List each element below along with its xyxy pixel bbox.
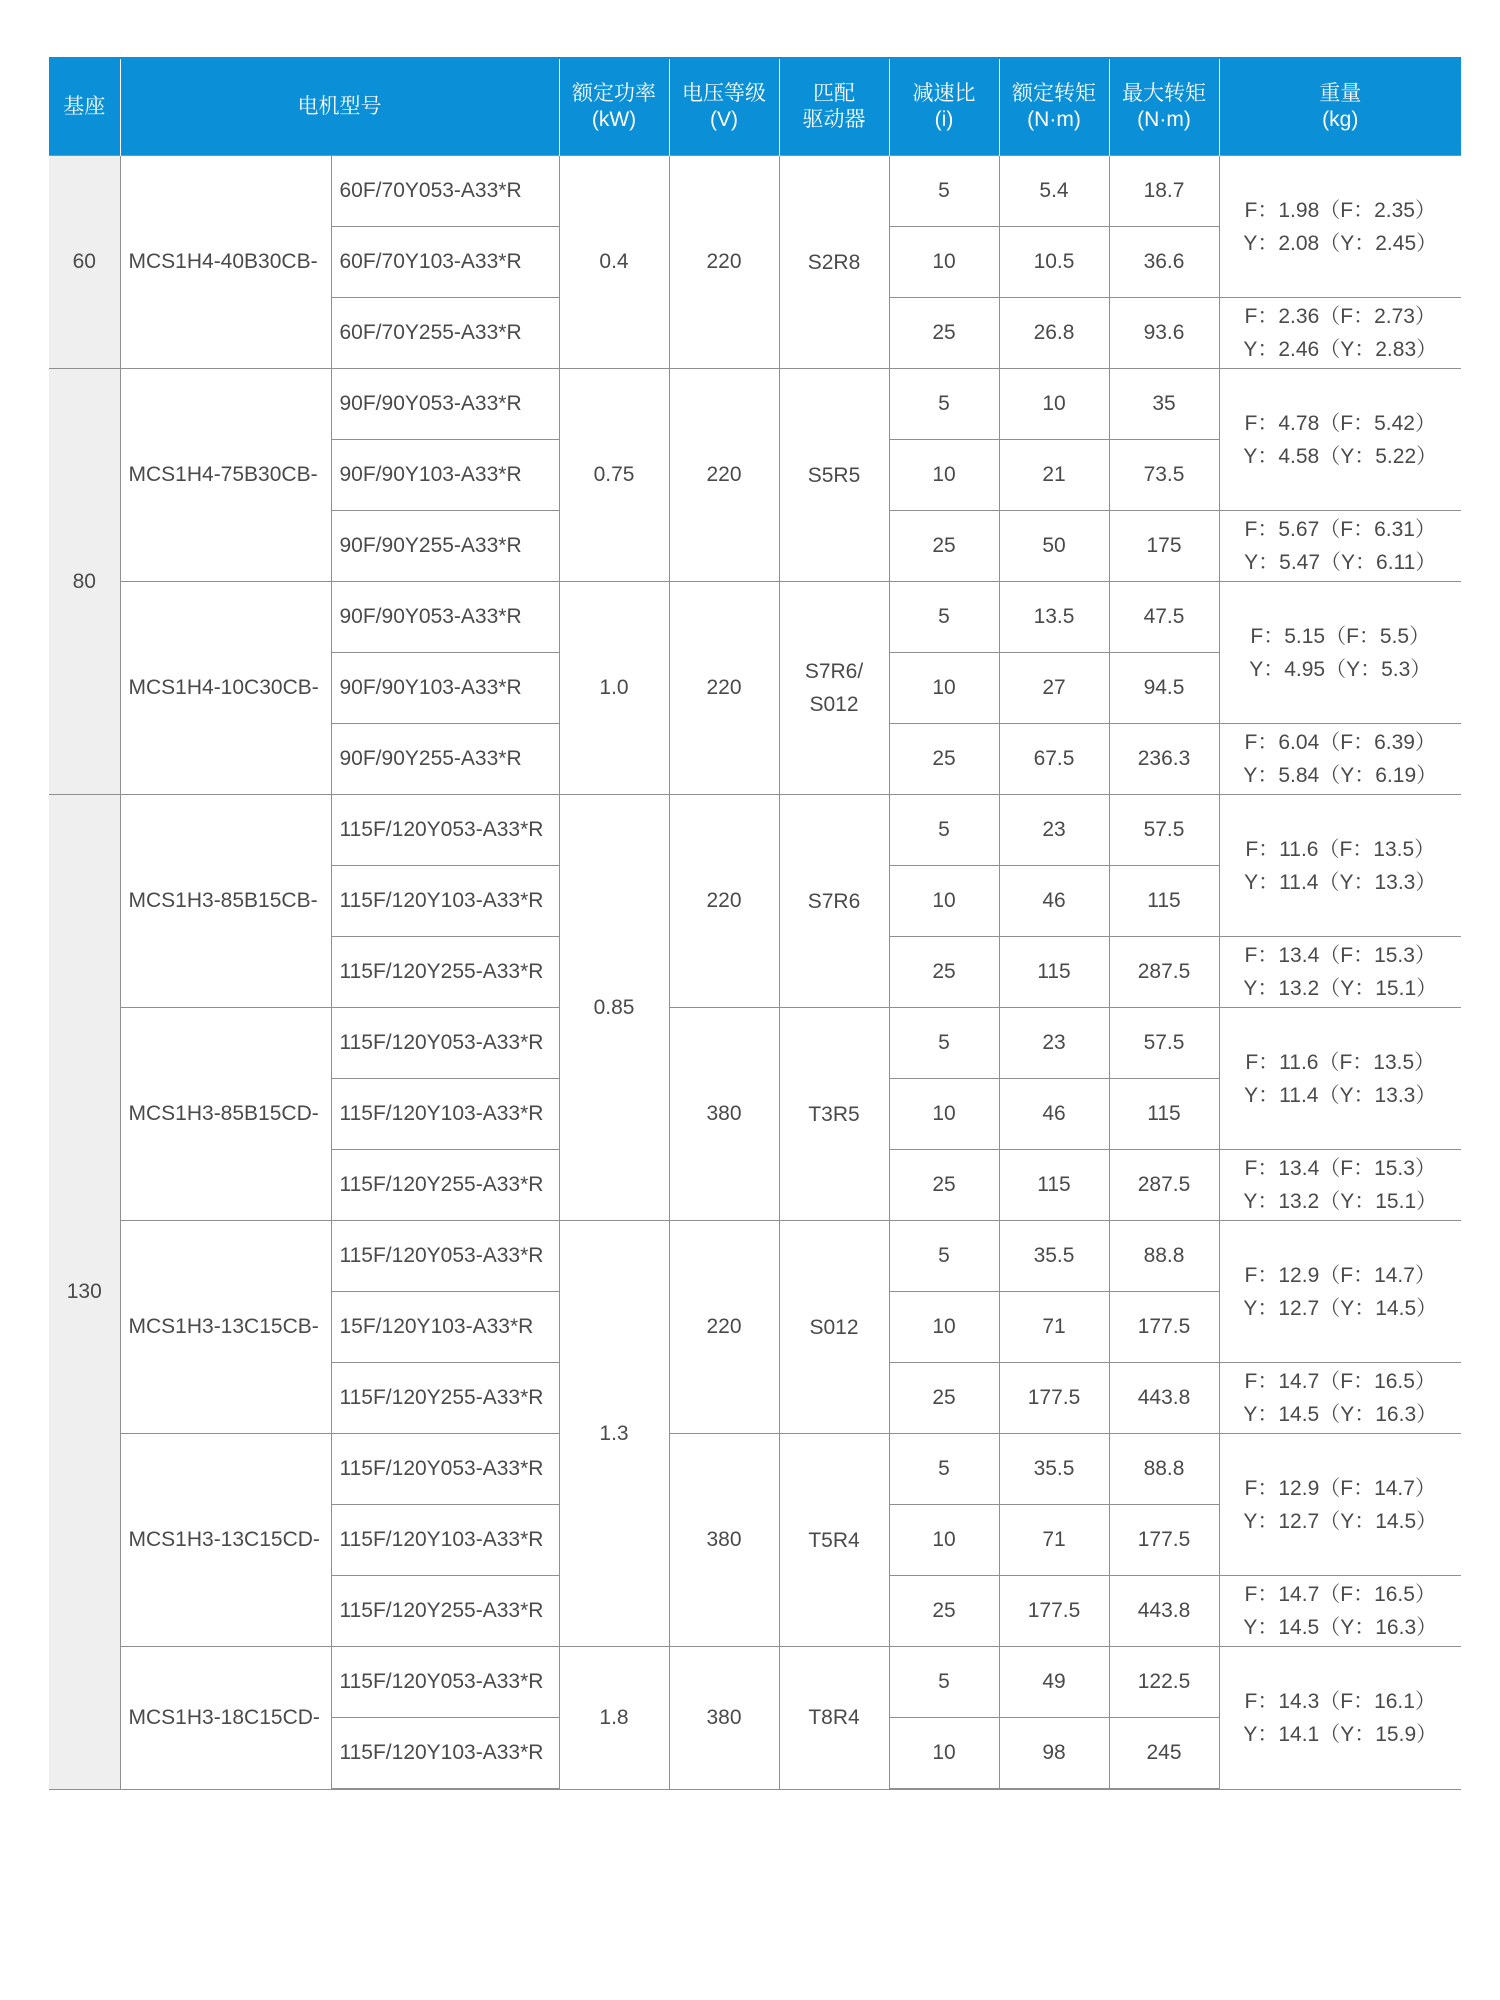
max-torque-cell: 47.5 [1109,582,1219,653]
header-voltage [669,58,779,156]
rated-torque-cell: 21 [999,440,1109,511]
voltage-cell: 380 [669,1647,779,1790]
power-cell: 0.75 [559,369,669,582]
weight-line: F：2.36（F：2.73） [1244,305,1436,328]
rated-torque-cell: 50 [999,511,1109,582]
table-row [49,1434,1461,1505]
ratio-cell: 10 [889,1292,999,1363]
weight-line: Y：13.2（Y：15.1） [1243,1190,1438,1213]
power-cell: 1.0 [559,582,669,795]
rated-torque-cell: 5.4 [999,156,1109,227]
ratio-cell: 10 [889,1718,999,1790]
header-line: (kW) [591,108,637,131]
voltage-cell: 220 [669,1221,779,1434]
model-cell: MCS1H3-85B15CD- [120,1008,331,1221]
max-torque-cell: 18.7 [1109,156,1219,227]
sub-model-cell: 115F/120Y103-A33*R [331,866,559,937]
rated-torque-cell: 35.5 [999,1221,1109,1292]
header-line: (N·m) [1137,108,1191,131]
max-torque-cell: 88.8 [1109,1434,1219,1505]
power-cell: 1.8 [559,1647,669,1790]
table-row [49,1008,1461,1079]
rated-torque-cell: 23 [999,795,1109,866]
header-line: (kg) [1322,108,1359,131]
model-cell: MCS1H3-85B15CB- [120,795,331,1008]
weight-line: F：5.15（F：5.5） [1250,624,1431,648]
max-torque-cell: 57.5 [1109,1008,1219,1079]
driver-line: S2R8 [807,250,861,274]
header-driver [779,58,889,156]
rated-torque-cell: 13.5 [999,582,1109,653]
header-line: 驱动器 [802,108,866,131]
max-torque-cell: 88.8 [1109,1221,1219,1292]
rated-torque-cell: 26.8 [999,298,1109,369]
weight-cell [1219,511,1461,582]
max-torque-cell: 443.8 [1109,1363,1219,1434]
sub-model-cell: 90F/90Y053-A33*R [331,369,559,440]
voltage-cell: 380 [669,1434,779,1647]
weight-cell [1219,1008,1461,1150]
weight-line: Y：12.7（Y：14.5） [1243,1296,1438,1320]
max-torque-cell: 236.3 [1109,724,1219,795]
header-line: (i) [934,108,954,131]
ratio-cell: 25 [889,1576,999,1647]
table-row [49,795,1461,866]
header-line: 额定功率 [572,82,656,105]
sub-model-cell: 115F/120Y053-A33*R [331,1434,559,1505]
rated-torque-cell: 67.5 [999,724,1109,795]
weight-cell [1219,1647,1461,1790]
weight-line: Y：14.1（Y：15.9） [1243,1722,1438,1746]
rated-torque-cell: 177.5 [999,1363,1109,1434]
header-weight [1219,58,1461,156]
header-model [120,58,559,156]
model-cell: MCS1H4-75B30CB- [120,369,331,582]
rated-torque-cell: 115 [999,937,1109,1008]
rated-torque-cell: 27 [999,653,1109,724]
weight-cell [1219,795,1461,937]
header-base [49,58,120,156]
sub-model-cell: 90F/90Y255-A33*R [331,511,559,582]
table-row [49,1221,1461,1292]
driver-line: T3R5 [808,1102,860,1126]
weight-line: Y：4.95（Y：5.3） [1249,657,1432,681]
max-torque-cell: 177.5 [1109,1292,1219,1363]
weight-line: Y：14.5（Y：16.3） [1243,1616,1438,1639]
ratio-cell: 10 [889,227,999,298]
weight-line: Y：5.47（Y：6.11） [1244,551,1437,574]
max-torque-cell: 115 [1109,866,1219,937]
sub-model-cell: 90F/90Y103-A33*R [331,653,559,724]
rated-torque-cell: 46 [999,866,1109,937]
header-line: (N·m) [1027,108,1081,131]
sub-model-cell: 90F/90Y103-A33*R [331,440,559,511]
max-torque-cell: 122.5 [1109,1647,1219,1718]
sub-model-cell: 15F/120Y103-A33*R [331,1292,559,1363]
weight-cell [1219,937,1461,1008]
max-torque-cell: 287.5 [1109,1150,1219,1221]
weight-line: F：13.4（F：15.3） [1244,944,1436,967]
rated-torque-cell: 10.5 [999,227,1109,298]
header-line: (V) [710,108,738,131]
weight-line: F：14.7（F：16.5） [1244,1370,1436,1393]
spec-table [49,57,1461,1790]
power-cell: 0.4 [559,156,669,369]
weight-line: F：5.67（F：6.31） [1244,518,1436,541]
weight-line: Y：11.4（Y：13.3） [1244,870,1437,894]
driver-cell [779,795,889,1008]
header-line: 最大转矩 [1122,82,1206,105]
weight-line: F：12.9（F：14.7） [1244,1476,1436,1500]
weight-cell [1219,724,1461,795]
sub-model-cell: 115F/120Y255-A33*R [331,1576,559,1647]
weight-cell [1219,1434,1461,1576]
rated-torque-cell: 71 [999,1505,1109,1576]
sub-model-cell: 115F/120Y053-A33*R [331,1221,559,1292]
header-row [49,58,1461,156]
weight-line: Y：12.7（Y：14.5） [1243,1509,1438,1533]
header-ratio [889,58,999,156]
rated-torque-cell: 35.5 [999,1434,1109,1505]
ratio-cell: 5 [889,582,999,653]
driver-line: S012 [809,693,859,716]
weight-line: F：12.9（F：14.7） [1244,1263,1436,1287]
ratio-cell: 25 [889,511,999,582]
sub-model-cell: 115F/120Y103-A33*R [331,1718,559,1790]
voltage-cell: 220 [669,582,779,795]
max-torque-cell: 93.6 [1109,298,1219,369]
table-row [49,369,1461,440]
sub-model-cell: 90F/90Y053-A33*R [331,582,559,653]
driver-cell [779,1434,889,1647]
rated-torque-cell: 49 [999,1647,1109,1718]
driver-line: S5R5 [807,463,861,487]
model-cell: MCS1H3-13C15CD- [120,1434,331,1647]
weight-line: Y：14.5（Y：16.3） [1243,1403,1438,1426]
voltage-cell: 220 [669,156,779,369]
ratio-cell: 5 [889,1434,999,1505]
driver-line: S012 [809,1315,859,1339]
weight-line: F：11.6（F：13.5） [1245,1050,1436,1074]
sub-model-cell: 115F/120Y103-A33*R [331,1505,559,1576]
weight-line: Y：2.08（Y：2.45） [1243,231,1438,255]
driver-line: T8R4 [808,1706,860,1730]
driver-cell [779,156,889,369]
driver-line: S7R6/ [804,660,864,683]
rated-torque-cell: 115 [999,1150,1109,1221]
ratio-cell: 10 [889,1505,999,1576]
base-cell: 130 [49,795,120,1790]
table-body [49,156,1461,1790]
rated-torque-cell: 10 [999,369,1109,440]
header-power [559,58,669,156]
weight-cell [1219,582,1461,724]
max-torque-cell: 35 [1109,369,1219,440]
power-cell: 1.3 [559,1221,669,1647]
weight-line: F：4.78（F：5.42） [1244,411,1436,435]
weight-line: F：11.6（F：13.5） [1245,837,1436,861]
weight-cell [1219,1150,1461,1221]
model-cell: MCS1H3-13C15CB- [120,1221,331,1434]
header-line: 基座 [63,95,106,118]
header-line: 电压等级 [682,82,766,105]
ratio-cell: 5 [889,1008,999,1079]
rated-torque-cell: 177.5 [999,1576,1109,1647]
max-torque-cell: 175 [1109,511,1219,582]
header-line: 匹配 [813,82,855,105]
model-cell: MCS1H3-18C15CD- [120,1647,331,1790]
ratio-cell: 10 [889,653,999,724]
weight-cell [1219,1363,1461,1434]
sub-model-cell: 115F/120Y053-A33*R [331,795,559,866]
weight-line: Y：11.4（Y：13.3） [1244,1083,1437,1107]
max-torque-cell: 115 [1109,1079,1219,1150]
header-rated-torque [999,58,1109,156]
sub-model-cell: 115F/120Y255-A33*R [331,1150,559,1221]
rated-torque-cell: 98 [999,1718,1109,1790]
ratio-cell: 25 [889,724,999,795]
voltage-cell: 380 [669,1008,779,1221]
sub-model-cell: 60F/70Y255-A33*R [331,298,559,369]
weight-line: F：14.3（F：16.1） [1244,1689,1436,1713]
max-torque-cell: 57.5 [1109,795,1219,866]
weight-cell [1219,1221,1461,1363]
weight-line: F：13.4（F：15.3） [1244,1157,1436,1180]
weight-cell [1219,1576,1461,1647]
voltage-cell: 220 [669,795,779,1008]
sub-model-cell: 60F/70Y103-A33*R [331,227,559,298]
weight-cell [1219,369,1461,511]
max-torque-cell: 443.8 [1109,1576,1219,1647]
voltage-cell: 220 [669,369,779,582]
sub-model-cell: 90F/90Y255-A33*R [331,724,559,795]
weight-line: Y：4.58（Y：5.22） [1243,444,1438,468]
driver-line: T5R4 [808,1528,860,1552]
weight-line: Y：13.2（Y：15.1） [1243,977,1438,1000]
power-cell: 0.85 [559,795,669,1221]
ratio-cell: 5 [889,1647,999,1718]
ratio-cell: 25 [889,937,999,1008]
ratio-cell: 25 [889,1150,999,1221]
ratio-cell: 25 [889,1363,999,1434]
header-line: 额定转矩 [1012,82,1096,105]
weight-cell [1219,156,1461,298]
rated-torque-cell: 71 [999,1292,1109,1363]
weight-line: Y：5.84（Y：6.19） [1243,764,1438,787]
max-torque-cell: 245 [1109,1718,1219,1790]
ratio-cell: 5 [889,1221,999,1292]
ratio-cell: 5 [889,156,999,227]
ratio-cell: 10 [889,866,999,937]
weight-line: F：6.04（F：6.39） [1244,731,1436,754]
table-row [49,156,1461,227]
base-cell: 60 [49,156,120,369]
ratio-cell: 5 [889,369,999,440]
sub-model-cell: 115F/120Y255-A33*R [331,937,559,1008]
ratio-cell: 10 [889,1079,999,1150]
weight-line: F：1.98（F：2.35） [1244,198,1436,222]
model-cell: MCS1H4-40B30CB- [120,156,331,369]
max-torque-cell: 94.5 [1109,653,1219,724]
driver-cell [779,369,889,582]
driver-cell [779,1008,889,1221]
driver-cell [779,1647,889,1790]
max-torque-cell: 73.5 [1109,440,1219,511]
driver-cell [779,1221,889,1434]
max-torque-cell: 287.5 [1109,937,1219,1008]
weight-cell [1219,298,1461,369]
header-max-torque [1109,58,1219,156]
max-torque-cell: 36.6 [1109,227,1219,298]
table-row [49,1647,1461,1718]
table-row [49,582,1461,653]
ratio-cell: 10 [889,440,999,511]
rated-torque-cell: 46 [999,1079,1109,1150]
header-line: 减速比 [912,82,976,105]
sub-model-cell: 115F/120Y103-A33*R [331,1079,559,1150]
weight-line: Y：2.46（Y：2.83） [1243,338,1438,361]
base-cell: 80 [49,369,120,795]
weight-line: F：14.7（F：16.5） [1244,1583,1436,1606]
driver-line: S7R6 [807,889,861,913]
model-cell: MCS1H4-10C30CB- [120,582,331,795]
driver-cell [779,582,889,795]
sub-model-cell: 115F/120Y053-A33*R [331,1647,559,1718]
ratio-cell: 5 [889,795,999,866]
header-line: 重量 [1319,82,1362,105]
ratio-cell: 25 [889,298,999,369]
max-torque-cell: 177.5 [1109,1505,1219,1576]
sub-model-cell: 115F/120Y255-A33*R [331,1363,559,1434]
rated-torque-cell: 23 [999,1008,1109,1079]
sub-model-cell: 115F/120Y053-A33*R [331,1008,559,1079]
header-line: 电机型号 [297,95,382,118]
sub-model-cell: 60F/70Y053-A33*R [331,156,559,227]
